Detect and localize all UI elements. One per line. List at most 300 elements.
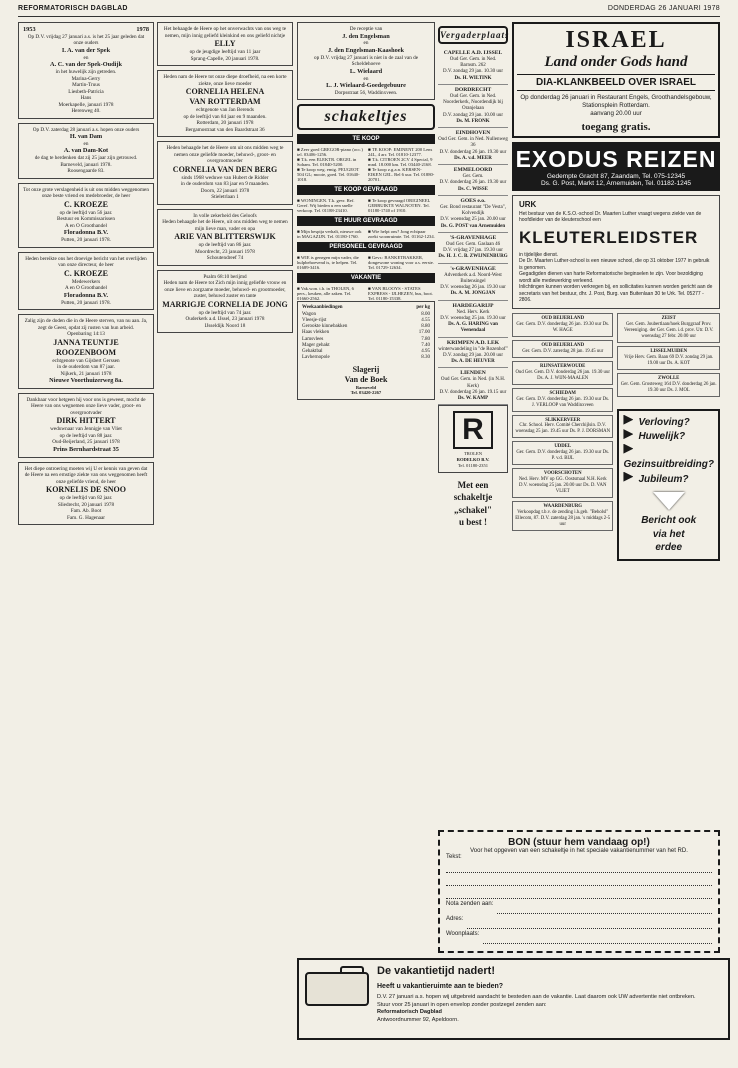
urk-title: URK xyxy=(519,200,537,210)
announcement-line: C. KROEZE xyxy=(63,199,108,209)
reception-line: J. den Engelsman xyxy=(342,32,390,40)
church-preacher: Ds. W. KAMP xyxy=(457,396,489,402)
announcement-line: op de leeftijd van 84 jaar en 9 maanden. xyxy=(183,113,267,120)
classified-item: ■ Gevr.: BANKETBAKKER, dongewone woning voor a.s. eerste. Tel. 01729-12634. xyxy=(368,255,434,271)
meeting-notice xyxy=(512,313,613,337)
church-preacher: Ds. H. WILTINK xyxy=(454,75,492,81)
church-preacher: Ds. G. POST van Arnemuiden xyxy=(440,223,506,229)
promo-line-4: Jubileum? xyxy=(638,473,689,485)
prices-unit: per kg xyxy=(416,305,430,311)
announcement-line: op de leeftijd van 74 jaar. xyxy=(198,309,252,316)
church-place: DORDRECHT xyxy=(454,86,492,93)
classified-item: ■ WONINGEN. T.k. gevr. Ref. Geref. Wij bieden u een snelle verkoop. Tel. 01188-23410. xyxy=(297,198,355,214)
section-heading: TE KOOP xyxy=(297,134,435,144)
reception-line: op D.V. vrijdag 27 januari is niet in de zaal van de Scheldehoeve xyxy=(313,54,419,68)
announcement-line: en xyxy=(83,140,89,147)
announcement-line: Schoutendreef 74 xyxy=(206,255,244,261)
price-value: 4.55 xyxy=(421,317,430,323)
announcement-line: Sliedrecht, 20 januari 1978 xyxy=(57,501,115,508)
announcement-line: In volle zekerheid des Geloofs xyxy=(193,212,257,219)
announcement-line: Barneveld, januari 1978. xyxy=(60,161,112,168)
church-service xyxy=(438,165,508,196)
vacation-paper-name: Reformatorisch Dagblad xyxy=(377,1009,442,1016)
price-item: Lamsvlees xyxy=(302,336,324,342)
announcement-line: op de leeftijd van 82 jaar. xyxy=(59,495,113,502)
announcement-line: in de ouderdom van 83 jaar en 9 maanden. xyxy=(180,181,270,187)
announcement-box xyxy=(18,462,154,526)
classified-item: ■ Te koop z.g.a.n. KERSEN-EIKEN GEL. Bel 6 uur. Tel. 01880-20701. xyxy=(368,167,435,183)
classified-item: ■ VAN BLOOYS - STATES EXPRESS - IJLHEZEN, bus, boot. Tel. 01180-15338. xyxy=(368,286,433,302)
announcement-line: ELLY xyxy=(214,39,236,48)
announcement-line: Doorn, 22 januari 1978 xyxy=(200,187,250,194)
promo-line-1: Verloving? xyxy=(638,416,690,428)
classified-item: ■ Te koop weg. emig. PEUGEOT 504 GL; mooie, goed. Tel. 01640-1018. xyxy=(297,167,360,183)
announcement-line: Het diepe ontroering moeten wij U er kennis van geven dat de Heere na een ernstige ziekte van ons weggenomen heeft onze geliefde vriend, de heer xyxy=(24,465,148,485)
church-service xyxy=(438,368,508,405)
church-address: Barnsm. 262 xyxy=(460,63,486,69)
announcement-line: Floradonna B.V. xyxy=(63,291,109,299)
church-preacher: Ds. C. WISSE xyxy=(458,186,488,192)
church-name: Oud Ger. Gem. in Ned. Noorderkerk, Noordendijk bij Oranjelaan xyxy=(443,93,503,112)
church-place: KRIMPEN A.D. LEK xyxy=(446,339,500,346)
meeting-place: RIJNSATERWOUDE xyxy=(540,363,586,369)
exodus-address-2: Ds. G. Post, Markt 12, Arnemuiden, Tel. 01182-1245 xyxy=(540,180,692,188)
announcement-line: DIRK HITTERT xyxy=(56,416,116,426)
coupon-text-field-1[interactable] xyxy=(446,862,712,873)
urk-body-4: Inlichtingen kunnen worden verkregen bij, en sollicitaties kunnen worden gericht aan de secretaris van het bestuur, dhr. J. Post, Burg. van Buitenlaan 30 te Urk. Tel. 05277 - 2806. xyxy=(519,284,713,304)
announcement-line: Sprang-Capelle, 20 januari 1978. xyxy=(190,55,260,62)
price-value: 8.30 xyxy=(421,355,430,361)
shop-line: Tel. 03420-2267 xyxy=(350,390,382,396)
slogan-line: u best ! xyxy=(458,517,487,528)
exodus-address-1: Gedempte Gracht 87, Zaandam, Tel. 075-12345 xyxy=(546,173,686,181)
church-service xyxy=(438,301,508,338)
church-name: winterwandeling in "de Rozenhof" xyxy=(438,346,508,352)
church-time: D.V. zondag 29 jan. 20.00 uur xyxy=(442,352,504,358)
church-name: Oud Ger. Gem. Gaslaan 46 xyxy=(445,241,501,247)
announcement-line: A en O Groothandel xyxy=(65,222,107,229)
church-time: D.V. woensdag 25 jan. 19.30 uur xyxy=(440,315,506,321)
meeting-notice xyxy=(512,468,613,498)
meeting-notice xyxy=(512,441,613,465)
paper-name: REFORMATORISCH DAGBLAD xyxy=(18,5,128,12)
announcement-line: Oud-Beijerland, 25 januari 1978 xyxy=(52,439,120,446)
meeting-notice xyxy=(617,373,720,397)
announcement-box xyxy=(18,183,154,248)
price-value: 17.00 xyxy=(418,330,430,336)
coupon-address-field[interactable] xyxy=(467,918,712,929)
announcement-line: Bestuur en Kommissarissen xyxy=(57,216,115,223)
promo-line-3: Gezinsuitbreiding? xyxy=(623,459,714,471)
meeting-place: SCHIEDAM xyxy=(549,390,576,396)
announcement-box xyxy=(157,270,293,334)
church-service xyxy=(438,196,508,233)
announcement-line: Rotterdam, 20 januari 1978 xyxy=(196,120,254,126)
announcement-line: Herenweg 40. xyxy=(71,108,101,115)
israel-ad xyxy=(512,22,720,138)
exodus-ad xyxy=(512,142,720,191)
reception-line: L. Wielaard xyxy=(349,67,383,75)
meeting-notice xyxy=(617,313,720,343)
israel-subtitle: Land onder Gods hand xyxy=(544,54,688,70)
announcement-line: A. van Dam-Kot xyxy=(63,147,109,155)
church-time: D.V. donderdag 26 jan. 19.30 uur xyxy=(439,180,507,186)
classified-item: ■ Mijn bespija verhalt, nieuwe ook in MAGAZIJN. Tel. 01180-1760. xyxy=(297,229,362,240)
announcement-line: de dag te herdenken dat zij 25 jaar zijn getrouwd. xyxy=(34,155,138,162)
announcement-line: Marina-Gerry xyxy=(71,75,101,82)
announcement-line: CORNELIA VAN DEN BERG xyxy=(172,164,278,174)
announcement-line: Tot onze grote verslagenheid is uit ons midden weggenomen onze beste vriend en medebroeder, de heer xyxy=(23,186,149,200)
coupon-form[interactable] xyxy=(438,830,720,953)
announcement-line: Heden behaagde het de Heere om uit ons midden weg te nemen onze geliefde moeder, behuwd-, groot- en overgrootmoeder xyxy=(166,145,284,164)
meeting-details: Oud Ger. Gem. D.V. donderdag 26 jan. 19.30 uur Ds. A. J. WIJN-MAALEN xyxy=(515,369,610,381)
church-name: Oud Ger. Gem. in Ned. (in N.H. Kerk) xyxy=(440,377,506,389)
classified-item: ■ TE KOOP: EMINENT 200 Lens 24L, 4 arr. Tel. 01810-12377. xyxy=(368,147,433,158)
announcement-line: A en O Groothandel xyxy=(65,285,107,292)
schakeltje-slogan xyxy=(438,479,508,529)
meat-price-list xyxy=(297,301,435,400)
announcement-line: in het huwelijk zijn getreden. xyxy=(55,69,117,76)
coupon-text-field-3[interactable] xyxy=(446,888,712,899)
church-name: Oud Ger. Gem. in Ned. xyxy=(449,56,497,62)
meetings-list-right xyxy=(617,313,720,407)
price-item: Lavhernopole xyxy=(302,355,330,361)
prices-title: Weekaanbiedingen xyxy=(302,305,343,311)
meeting-place: OUD BEIJERLAND xyxy=(541,315,585,321)
urk-position: KLEUTERLEIDSTER xyxy=(519,227,699,247)
classified-item: ■ Wie helpt ons? Jong echtpaar zoekt woonruimte. Tel. 01162-1234. xyxy=(368,229,435,240)
announcement-box xyxy=(157,22,293,66)
church-place: CAPELLE A.D. IJSSEL xyxy=(443,50,503,56)
announcement-line: I. A. van der Spek xyxy=(61,46,111,54)
announcement-line: in de ouderdom van 87 jaar. xyxy=(57,364,115,371)
church-place: LIENDEN xyxy=(460,370,486,377)
coupon-address-label: Adres: xyxy=(446,916,464,922)
church-service xyxy=(438,264,508,301)
coupon-city-label: Woonplaats: xyxy=(446,931,480,937)
reception-notice xyxy=(297,22,435,100)
announcement-line: Het behaagde de Heere op het onverwachts van ons weg te nemen, mijn innig geliefd kleinkind en ons geliefd nichtje xyxy=(163,26,287,39)
announcement-line: CORNELIA HELENA xyxy=(185,87,265,96)
church-place: 'S-GRAVENHAGE xyxy=(449,234,497,241)
church-service xyxy=(438,48,508,85)
price-item: Gerookte kinnebakken xyxy=(302,324,348,330)
meeting-details: Vrije Herv. Gem. Baan 69 D.V. zondag 29 jan. 19.00 uur Ds. A. KOT xyxy=(624,354,714,366)
announcement-line: KORNELIS DE SNOO xyxy=(45,485,127,495)
church-service xyxy=(438,128,508,165)
classified-item: ■ T.k. CITROEN 2CV 4 Special, 9 mnd. 18.000 km. Tel. 03440-2168. xyxy=(368,157,433,168)
meeting-details: Ger. Gem. Joubertlaan/hoek Burggraaf Prov. Vereeniging. der Ger. Gem. i.d. prov. Utr. D.V. woensdag 27 febr. 20.00 uur xyxy=(624,321,714,339)
announcement-line: weduwnaar van Jennigje van Vliet xyxy=(50,426,122,433)
announcement-line: MARRIGJE CORNELIA DE JONG xyxy=(162,299,288,309)
announcement-line: Floradonna B.V. xyxy=(63,229,109,237)
price-value: 7.80 xyxy=(421,336,430,342)
schakeltjes-logo: schakeltjes xyxy=(297,104,435,130)
meeting-details: Ger. Gem. D.V. donderdag 26 jan. 19.30 uur Ds. P. v.d. BIJL xyxy=(516,450,610,462)
announcement-line: op de leeftijd van 88 jaar. xyxy=(59,432,113,439)
classifieds-column xyxy=(297,22,435,1052)
church-preacher: Ds. A. G. HARING van Veenendaal xyxy=(448,322,498,334)
reception-line: J. den Engelsman-Kaashoek xyxy=(327,46,405,54)
slogan-line: „schakel" xyxy=(454,504,492,515)
church-preacher: Ds. A. M. JONGJAN xyxy=(450,291,496,297)
shop-line: Slagerij xyxy=(352,364,380,374)
reception-line: Dorpsstraat 56, Waddinxveen. xyxy=(334,89,398,96)
meeting-notice xyxy=(617,346,720,370)
family-announcements-column xyxy=(18,22,154,1052)
church-name: Ger. Gem. xyxy=(462,174,484,180)
urk-body-3: Gegadigden dienen van harte Reformatorische beginselen te zijn. Voor bezoldiging wordt alle medewerking verleend. xyxy=(519,271,703,284)
announcement-line: C. KROEZE xyxy=(63,268,108,278)
announcement-line: echtgenote van Jan Berends xyxy=(196,107,254,113)
meeting-place: ZWOLLE xyxy=(658,375,680,381)
announcement-box xyxy=(18,123,154,179)
announcement-line: Martin-Truus xyxy=(72,82,100,89)
promo-line-2: Huwelijk? xyxy=(638,431,686,443)
urk-body-1: in tijdelijke dienst. xyxy=(519,251,559,258)
urk-intro: Het bestuur van de K.S.O.-school Dr. Maarten Luther vraagt wegens ziekte van de hoofdleider van de kleuterschool een xyxy=(519,210,702,224)
coupon-name-label: Nota zenden aan: xyxy=(446,901,494,907)
exodus-title: EXODUS REIZEN xyxy=(515,146,717,173)
announcement-line: Bergamostraat van den Baardstraat 36 xyxy=(185,126,265,133)
classified-items xyxy=(297,255,435,270)
announcement-line: Heden behaagde het de Heere, uit ons midden weg te nemen mijn lieve man, vader en opa xyxy=(162,219,288,232)
announcement-line: Fam. Ab. Boot xyxy=(70,508,102,515)
announcement-line: ROOZENBOOM xyxy=(55,347,116,357)
announcement-line: H. van Dam xyxy=(69,133,103,141)
meeting-place: SLIKKERVEER xyxy=(545,417,581,423)
church-name: Ger. Bond restaurant "De Vesta", Kolvendijk xyxy=(440,204,506,217)
vacation-body: D.V. 27 januari a.s. hopen wij uitgebreid aandacht te besteden aan de vakantie. Laat daarom ook UW advertentie niet ontbreken. xyxy=(377,994,696,1001)
price-value: 8.80 xyxy=(421,324,430,330)
announcement-year: 1953 xyxy=(23,26,36,33)
classified-item: ■ Te koop gevraagd ORIGINEEL GEBRUIKTE WALNOTEN. Tel. 01180-1740 of 1910. xyxy=(368,198,431,214)
church-name: Adventkerk a.d. Noord-West Buitensingel xyxy=(444,272,502,284)
reception-line: en xyxy=(363,75,369,82)
coupon-city-field[interactable] xyxy=(483,933,712,944)
announcement-line: Stieletrlaan 1 xyxy=(211,194,239,200)
israel-headline: DIA-KLANKBEELD OVER ISRAEL xyxy=(517,74,715,91)
arrow-icon xyxy=(623,472,633,482)
section-heading: TE HUUR GEVRAAGD xyxy=(297,216,435,226)
announcement-box xyxy=(18,393,154,458)
announcement-line: op de leeftijd van 86 jaar. xyxy=(198,242,252,248)
meeting-notice xyxy=(512,415,613,439)
classified-items xyxy=(297,147,435,182)
announcement-box xyxy=(157,209,293,266)
meeting-details: Chr. School. Herv. Comité Cherchijlsin. D.V. woensdag 25 jan. 19.45 uur Ds. P. J. DORSMAN xyxy=(515,423,611,435)
announcement-line: Ouderkerk a.d. IJssel, 23 januari 1978 xyxy=(185,316,265,322)
announcement-line: VAN ROTTERDAM xyxy=(189,97,261,106)
meeting-details: Ger. Gem. D.V. donderdag 26 jan. 19.30 uur Ds. W. HAGE xyxy=(516,321,610,333)
meeting-place: UDDEL xyxy=(554,444,572,450)
meeting-notice xyxy=(512,501,613,531)
classified-items xyxy=(297,198,435,213)
classified-item: ■ T.k. een ELEKTR. ORGEL in Soham. Tel. 01840-5200. xyxy=(297,157,357,168)
classified-items xyxy=(297,229,435,239)
meeting-place: OUD BEIJERLAND xyxy=(541,342,585,348)
vacation-question: Heeft u vakantieruimte aan te bieden? xyxy=(377,982,504,990)
vacation-title: De vakantietijd nadert! xyxy=(377,965,495,977)
section-heading: VAKANTIE xyxy=(297,273,435,283)
church-time: D.V. woensdag 26 jan. 19.30 uur xyxy=(440,285,506,291)
meeting-notice xyxy=(512,361,613,385)
announcement-line: Putten, 20 januari 1978. xyxy=(61,237,111,244)
meeting-notice xyxy=(512,340,613,358)
announcement-line: Op D.V. zaterdag 28 januari a.s. hopen onze ouders xyxy=(32,126,140,133)
price-item: Mager gehakt xyxy=(302,342,330,348)
suitcase-icon xyxy=(305,972,369,1006)
announcement-line: Hans xyxy=(80,95,92,102)
meeting-details: Ned. Herv. MV op GG. Oostsmaal N.H. Kerk D.V. woensdag 25 jan. 20.00 uur Ds. D. VAN VLIET xyxy=(518,477,607,495)
church-preacher: Ds. A. v.d. MEER xyxy=(454,155,492,161)
rodelko-line: TROLEN xyxy=(463,451,483,457)
obituaries-column xyxy=(157,22,293,1052)
shop-line: Barneveld xyxy=(355,384,377,390)
vacation-ad xyxy=(297,958,730,1040)
announcement-box xyxy=(157,70,293,137)
slogan-line: Met een xyxy=(457,479,489,490)
announcement-line: Op D.V. vrijdag 27 januari a.s. is het 25 jaar geleden dat onze ouders xyxy=(27,33,145,47)
meeting-details: Ger. Gem. Grosteweg 164 D.V. donderdag 26 jan. 19.30 uur Ds. J. MOL xyxy=(620,381,717,393)
announcement-line: Heden nam de Heere tot onze diepe droefheid, na een korte ziekte, onze lieve moeder xyxy=(163,74,287,87)
announcement-line: Putten, 20 januari 1978. xyxy=(61,299,111,306)
coupon-title: BON (stuur hem vandaag op!) xyxy=(508,837,650,848)
announcement-line: en xyxy=(83,54,89,61)
israel-time: aanvang 20.00 uur xyxy=(590,110,642,118)
meeting-place: VOORSCHOTEN xyxy=(543,471,582,477)
meeting-details: Verkoopdag t.b.v. de zending i.h.geb. "Beholsl" Ellecom, 87. D.V. zaterdag 28 jan. 's middags 2-5 uur xyxy=(515,510,611,528)
church-time: D.V. zondag 29 jan. 10.30 uur xyxy=(442,69,504,75)
church-name: Oud Ger. Gem. in Ned. Nullenweg 36 xyxy=(438,137,508,149)
announcement-line: Fam. G. Hagenaar xyxy=(66,514,106,521)
meeting-place: LISSELMUIDEN xyxy=(650,348,688,354)
announcement-line: Heden nam de Heere tot Zich mijn innig geliefde vrouw en onze lieve en zorgzame moeder, behuwd- en grootmoeder, zuster, behuwd zuster en tante xyxy=(163,280,287,299)
section-heading: PERSONEEL GEVRAAGD xyxy=(297,242,435,252)
church-time: D.V. donderdag 26 jan. 19.15 uur xyxy=(439,389,507,395)
church-service xyxy=(438,338,508,369)
down-arrow-icon xyxy=(653,492,685,510)
meeting-details: Ger. Gem. D.V. donderdag 26 jan. 19.30 uur Ds. J. VERLOOP van Waddinxveen xyxy=(516,396,610,408)
classified-item: ■ WIE is genegen mijn vader, die hulpbehoevend is, te helpen. Tel. 01689-3416. xyxy=(297,255,359,271)
announcement-line: Openbaring 14:13 xyxy=(67,331,105,338)
church-name: Ned. Herv. Kerk xyxy=(456,309,490,315)
meeting-details: Ger. Gem. D.V. zaterdag 28 jan. 19.45 uur xyxy=(522,348,604,354)
announcement-years xyxy=(23,26,149,34)
price-value: 7.40 xyxy=(421,342,430,348)
church-time: D.V. zondag 29 jan. 10.00 uur xyxy=(442,112,504,118)
church-place: EMMELOORD xyxy=(453,167,493,174)
israel-free: toegang gratis. xyxy=(581,121,651,134)
rodelko-line: Tel. 01180-2351 xyxy=(457,462,489,468)
announcement-line: op de jeugdige leeftijd van 11 jaar xyxy=(189,49,261,55)
church-preacher: Ds. M. FRONK xyxy=(456,118,490,124)
announcement-line: echtgenote van Gijsbert Gerssen xyxy=(52,357,120,364)
announcement-line: Prins Bernhardstraat 35 xyxy=(53,445,119,453)
reception-line: De receptie van xyxy=(349,26,383,32)
vacation-and-coupon xyxy=(438,830,720,953)
slogan-line: schakeltje xyxy=(453,492,493,503)
announcement-line: Nieuwe Voorthuizerweg 8a. xyxy=(49,377,123,385)
announcement-line: A. C. van der Spek-Oudijk xyxy=(50,61,122,69)
announcement-line: Nijkerk, 21 januari 1978 xyxy=(60,370,112,377)
announcement-line: Liesbeth-Patricia xyxy=(68,88,104,95)
rodelko-line: RODELKO B.V. xyxy=(456,457,490,463)
page-header xyxy=(18,4,720,17)
announcement-box xyxy=(18,314,154,389)
price-value: 4.95 xyxy=(421,349,430,355)
israel-details: Op donderdag 26 januari in Restaurant Engels, Groothandelsgebouw, Stationsplein Rotterdam. xyxy=(520,94,712,110)
announcement-line: op de leeftijd van 56 jaar. xyxy=(59,209,113,216)
reception-line: en xyxy=(363,40,369,47)
price-value: 8.00 xyxy=(421,311,430,317)
church-preacher: Ds. A. DE HEUVER xyxy=(451,359,495,365)
announcement-line: JANNA TEUNTJE xyxy=(53,337,119,347)
price-item: Gehaktbal xyxy=(302,349,323,355)
church-place: EINDHOVEN xyxy=(455,130,491,137)
price-item: Haas vlekken xyxy=(302,330,330,336)
urk-body-2: De Dr. Maarten Luther-school is een nieuwe school, die op 31 oktober 1977 in gebruik is genomen. xyxy=(519,258,710,271)
reception-line: L. J. Wielaard-Goedegebuure xyxy=(326,82,406,90)
coupon-name-field[interactable] xyxy=(497,903,712,914)
shop-line: Van de Boek xyxy=(344,374,388,384)
price-item: Wagon xyxy=(302,311,317,317)
church-preacher: Ds. H. J. C. B. ZWIJNENBURG xyxy=(438,254,508,260)
announcement-line: Heden bereikte ons het droevige bericht van het overlijden van onze directeur, de heer xyxy=(25,255,147,269)
church-time: D.V. woensdag 25 jan. 20.00 uur xyxy=(440,217,506,223)
coupon-text-label: Tekst: xyxy=(446,854,462,860)
announcement-box xyxy=(18,22,154,119)
arrow-icon xyxy=(623,415,633,425)
promo-tail-1: Bericht ook xyxy=(641,515,697,527)
church-time: D.V. vrijdag 27 jan. 19.30 uur xyxy=(443,248,503,254)
announcement-box xyxy=(157,141,293,205)
announcement-line: Moordrecht, 23 januari 1978 xyxy=(195,248,255,255)
promo-tail-2: via het xyxy=(652,528,685,540)
announcement-line: Medewerkers xyxy=(71,278,101,285)
vergaderplaats-logo: Vergaderplaats xyxy=(438,26,508,44)
promo-tail-3: erdee xyxy=(655,542,683,554)
announcement-line: IJsseldijk Noord 18 xyxy=(204,322,246,329)
announcement-line: Moerkapelle, januari 1978 xyxy=(58,101,114,108)
arrow-icon xyxy=(623,429,633,439)
church-time: D.V. donderdag 26 jan. 19.30 uur xyxy=(439,149,507,155)
price-item: Vleesje-rijst xyxy=(302,317,327,323)
church-place: 's-GRAVENHAGE xyxy=(450,265,496,272)
coupon-text-field-2[interactable] xyxy=(446,875,712,886)
church-service xyxy=(438,85,508,128)
israel-title: ISRAEL xyxy=(565,27,667,53)
announcement-year: 1978 xyxy=(136,26,149,33)
church-place: HARDEGARIJP xyxy=(452,302,494,309)
church-service xyxy=(438,233,508,264)
meetings-list-left xyxy=(512,313,613,528)
classified-item: ■ Vak.won. t.h. in THOLEN, 6 pers., keuken, alle zaken. Tel. 01660-2562. xyxy=(297,286,354,302)
vacation-body-2: Stuur voor 25 januari in open envelop zonder postzegel zenden aan: xyxy=(377,1001,547,1008)
announcement-line: sinds 1968 weduwe van Hubert de Ridder xyxy=(181,174,269,181)
announcement-box xyxy=(18,252,154,310)
vacation-address: Antwoordnummer 92, Apeldoorn. xyxy=(377,1016,459,1023)
price-row xyxy=(302,355,430,361)
urk-vacancy-ad xyxy=(512,195,720,308)
section-heading: TE KOOP GEVRAAGD xyxy=(297,185,435,195)
announcement-line: Dankbaar voor hetgeen hij voor ons is geweest, mocht de Heere van ons wegnemen onze lieve vader, groot- en overgrootvader xyxy=(26,396,146,416)
announcement-line: Psalm 68:10 berijmd xyxy=(203,273,247,280)
r-logo: R xyxy=(453,411,493,449)
announcement-line: Zalig zijn de doden die in de Heere sterven, van nu aan. Ja, zegt de Geest, opdat zij rusten van hun arbeid. xyxy=(24,318,148,331)
paper-date: DONDERDAG 26 JANUARI 1978 xyxy=(607,5,720,12)
classified-item: ■ Zeer goed GREGOR-piano (occ.) tel. 03406-1256. xyxy=(297,147,363,158)
